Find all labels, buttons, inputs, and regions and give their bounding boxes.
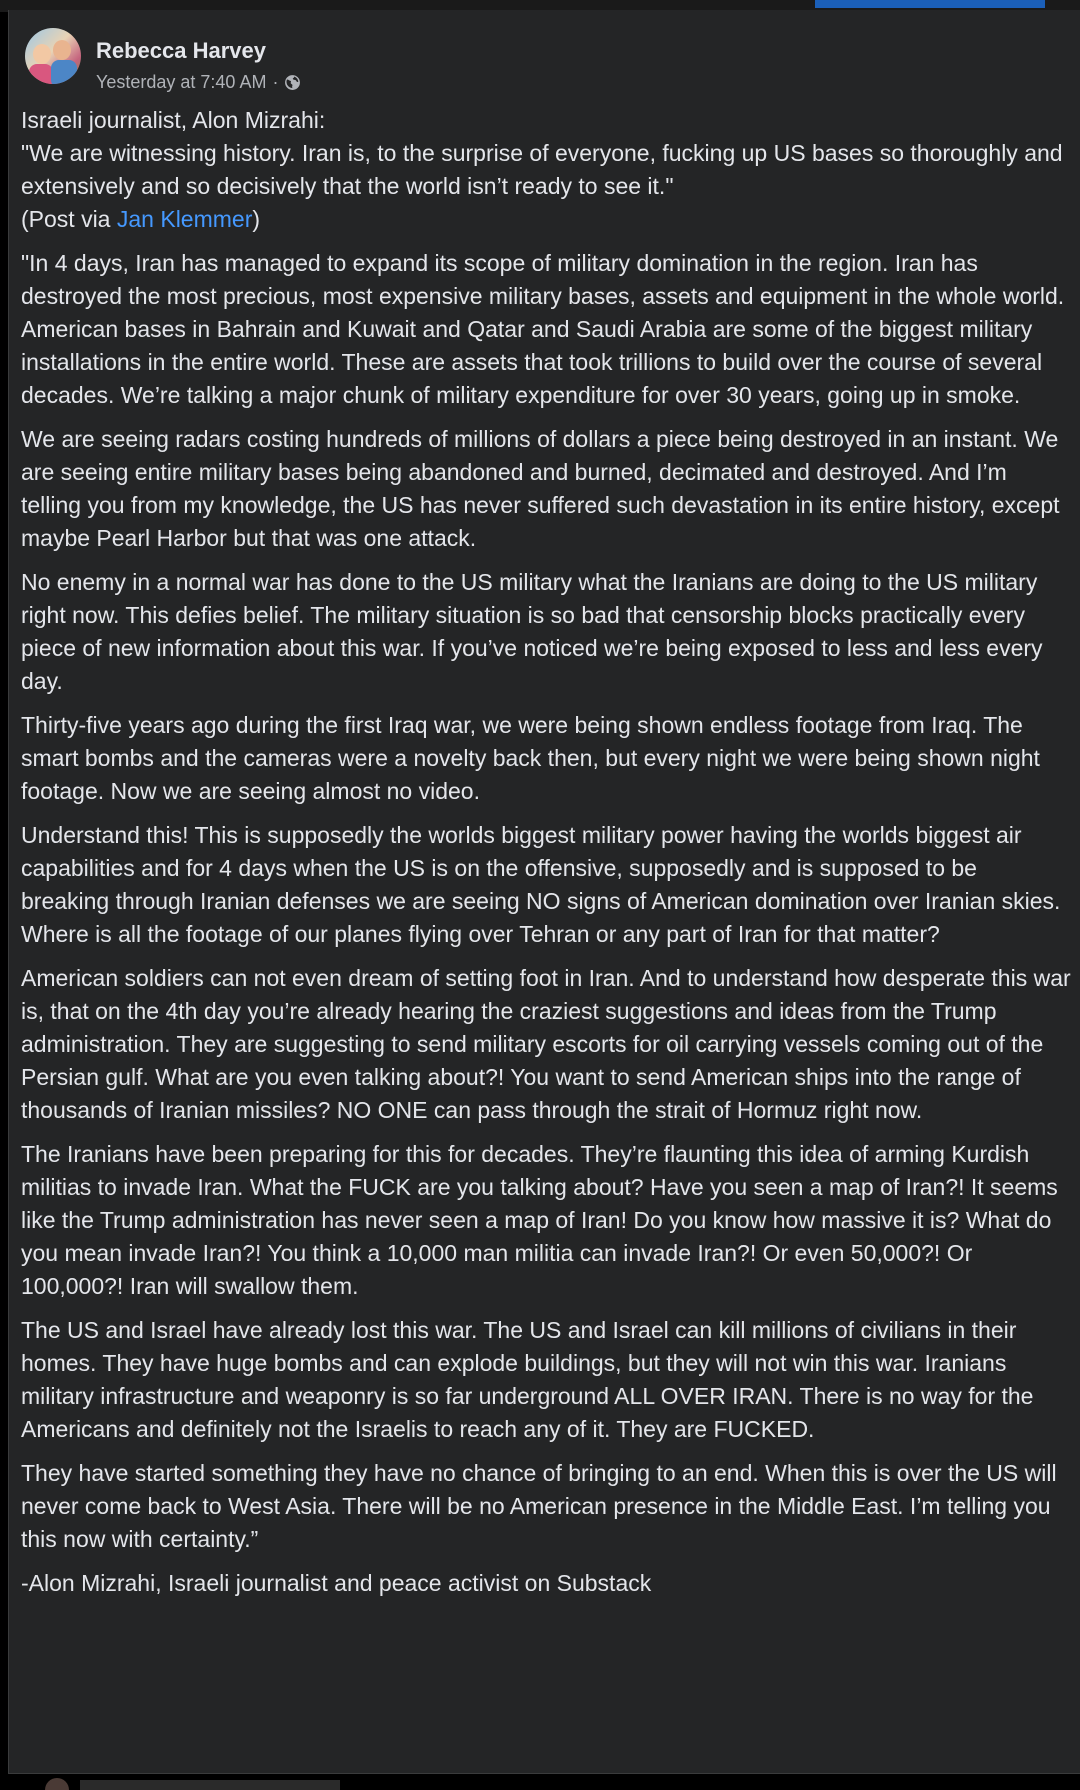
post-card <box>8 10 1080 1774</box>
intro-line: Israeli journalist, Alon Mizrahi: <box>21 107 326 133</box>
post-body <box>21 104 1071 1611</box>
globe-icon[interactable] <box>284 74 301 91</box>
next-post-text-edge <box>80 1780 340 1790</box>
via-suffix: ) <box>252 206 261 232</box>
post-meta <box>96 72 301 93</box>
post-paragraph: They have started something they have no chance of bringing to an end. When this is over the US will never come back to West Asia. There will be no American presence in the Middle East. I’m telling you this now with certainty.” <box>21 1460 1057 1552</box>
avatar[interactable] <box>25 28 81 84</box>
intro-quote: "We are witnessing history. Iran is, to the surprise of everyone, fucking up US bases so thoroughly and extensively and so decisively that the world isn’t ready to see it." <box>21 140 1063 199</box>
avatar-figure <box>33 44 51 64</box>
avatar-figure <box>51 60 77 84</box>
post-paragraph: American soldiers can not even dream of setting foot in Iran. And to understand how desperate this war is, that on the 4th day you’re already hearing the craziest suggestions and ideas from the Trump administration. They are suggesting to send military escorts for oil carrying vessels coming out of the Persian gulf. What are you even talking about?! You want to send American ships into the range of thousands of Iranian missiles? NO ONE can pass through the strait of Hormuz right now. <box>21 965 1071 1123</box>
post-paragraph: Thirty-five years ago during the first Iraq war, we were being shown endless footage from Iraq. The smart bombs and the cameras were a novelty back then, but every night we were being shown night footage. Now we are seeing almost no video. <box>21 712 1040 804</box>
post-timestamp[interactable]: Yesterday at 7:40 AM <box>96 72 267 92</box>
post-paragraph: No enemy in a normal war has done to the US military what the Iranians are doing to the US military right now. This defies belief. The military situation is so bad that censorship blocks practically every piece of new information about this war. If you’ve noticed we’re being exposed to less and less every day. <box>21 569 1043 694</box>
globe-icon-graphic <box>284 74 301 91</box>
next-post-edge <box>0 1776 1080 1790</box>
avatar-figure <box>29 64 53 84</box>
avatar-figure <box>53 40 71 60</box>
next-post-avatar-edge <box>45 1778 69 1790</box>
post-intro <box>21 104 1071 236</box>
post-signature: -Alon Mizrahi, Israeli journalist and peace activist on Substack <box>21 1570 652 1596</box>
post-paragraph: We are seeing radars costing hundreds of millions of dollars a piece being destroyed in an instant. We are seeing entire military bases being abandoned and burned, decimated and destroyed. And I’m telling you from my knowledge, the US has never suffered such devastation in its entire history, except maybe Pearl Harbor but that was one attack. <box>21 426 1060 551</box>
via-prefix: (Post via <box>21 206 117 232</box>
post-paragraph: The Iranians have been preparing for this for decades. They’re flaunting this idea of arming Kurdish militias to invade Iran. What the FUCK are you talking about? Have you seen a map of Iran?! It seems like the Trump administration has never seen a map of Iran! Do you know how massive it is? What do you mean invade Iran?! You think a 10,000 man militia can invade Iran?! Or even 50,000?! Or 100,000?! Iran will swallow them. <box>21 1141 1058 1299</box>
post-paragraph: The US and Israel have already lost this war. The US and Israel can kill millions of civilians in their homes. They have huge bombs and can explode buildings, but they will not win this war. Iranians military infrastructure and weaponry is so far underground ALL OVER IRAN. There is no way for the Americans and definitely not the Israelis to reach any of it. They are FUCKED. <box>21 1317 1034 1442</box>
post-header <box>25 28 925 92</box>
author-name[interactable]: Rebecca Harvey <box>96 38 267 63</box>
meta-separator: · <box>272 72 279 92</box>
via-link[interactable]: Jan Klemmer <box>116 206 253 232</box>
previous-post-button-edge <box>815 0 1045 8</box>
post-paragraph: "In 4 days, Iran has managed to expand its scope of military domination in the region. Iran has destroyed the most precious, most expensive military bases, assets and equipment in the whole world. American bases in Bahrain and Kuwait and Qatar and Saudi Arabia are some of the biggest military installations in the entire world. These are assets that took trillions to build over the course of several decades. We’re talking a major chunk of military expenditure for over 30 years, going up in smoke. <box>21 250 1065 408</box>
post-paragraph: Understand this! This is supposedly the worlds biggest military power having the worlds biggest air capabilities and for 4 days when the US is on the offensive, supposedly and is supposed to be breaking through Iranian defenses we are seeing NO signs of American domination over Iranian skies. Where is all the footage of our planes flying over Tehran or any part of Iran for that matter? <box>21 822 1061 947</box>
